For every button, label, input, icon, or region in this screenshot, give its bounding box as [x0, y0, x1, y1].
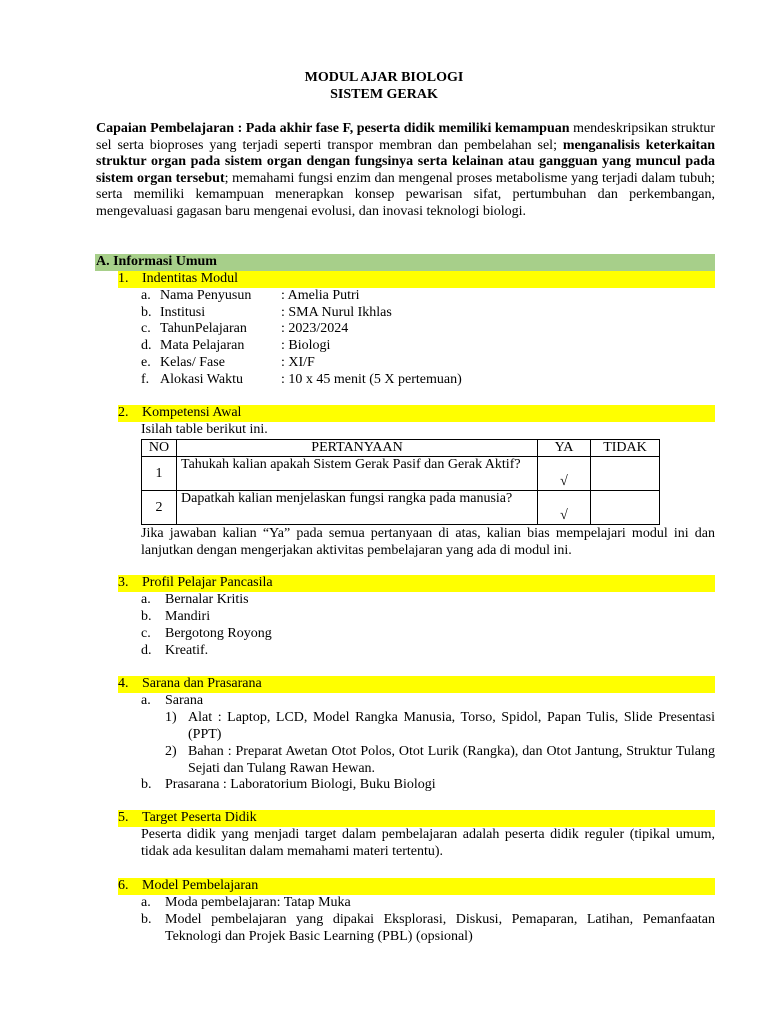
table-header-cell: NO [142, 440, 177, 457]
capaian-bold-2: menganalisis keterkaitan struktur organ pada sistem organ dengan fungsinya serta kelainan atau gangguan yang muncul pada sistem organ tersebut [96, 137, 716, 186]
sarana-a-letter: a. [141, 693, 151, 708]
sarana-bahan: Bahan : Preparat Awetan Otot Polos, Otot Lurik (Rangka), dan Otot Jantung, Struktur Tulang Sejati dan Tulang Rawan Hewan. [188, 744, 715, 776]
identitas-row-value: : 10 x 45 menit (5 X pertemuan) [281, 372, 462, 387]
sarana-a-text: Sarana [165, 693, 204, 708]
profil-item-letter: d. [141, 643, 152, 658]
identitas-row-letter: a. [141, 288, 151, 303]
identitas-row-label: Mata Pelajaran [160, 338, 245, 353]
doc-title: MODUL AJAR BIOLOGI [304, 70, 464, 85]
identitas-title: Indentitas Modul [142, 271, 239, 286]
profil-item: Bergotong Royong [165, 626, 272, 641]
sarana-alat: Alat : Laptop, LCD, Model Rangka Manusia, Torso, Spidol, Papan Tulis, Slide Presentasi (PPT) [188, 710, 715, 742]
profil-item: Bernalar Kritis [165, 592, 249, 607]
identitas-row-letter: f. [141, 372, 150, 387]
profil-num: 3. [118, 575, 129, 590]
table-cell-tidak[interactable] [591, 491, 660, 525]
profil-item-letter: b. [141, 609, 152, 624]
sarana-alat-num: 1) [165, 710, 177, 725]
identitas-row-value: : SMA Nurul Ikhlas [281, 305, 392, 320]
table-row [142, 457, 660, 491]
capaian-pembelajaran [96, 121, 715, 220]
table-header-cell: TIDAK [591, 440, 660, 457]
identitas-row-value: : XI/F [281, 355, 315, 370]
identitas-row-value: : 2023/2024 [281, 321, 349, 336]
table-cell-question: Tahukah kalian apakah Sistem Gerak Pasif dan Gerak Aktif? [177, 457, 538, 491]
table-row [142, 491, 660, 525]
kompetensi-note: Jika jawaban kalian “Ya” pada semua pertanyaan di atas, kalian bias mempelajari modul ini dan lanjutkan dengan mengerjakan aktivitas pembelajaran yang ada di modul ini. [141, 526, 715, 558]
kompetensi-table [141, 439, 660, 525]
table-cell-question: Dapatkah kalian menjelaskan fungsi rangka pada manusia? [177, 491, 538, 525]
identitas-row-label: Institusi [160, 305, 206, 320]
identitas-row-letter: e. [141, 355, 151, 370]
table-header-row [142, 440, 660, 457]
table-cell-tidak[interactable] [591, 457, 660, 491]
identitas-num: 1. [118, 271, 129, 286]
profil-item-letter: c. [141, 626, 151, 641]
identitas-row-label: Nama Penyusun [160, 288, 252, 303]
table-cell-ya[interactable]: √ [538, 457, 591, 491]
sarana-bahan-num: 2) [165, 744, 177, 759]
model-item-letter: b. [141, 912, 152, 927]
table-cell-ya[interactable]: √ [538, 491, 591, 525]
identitas-row-value: : Amelia Putri [281, 288, 360, 303]
profil-item-letter: a. [141, 592, 151, 607]
capaian-lead: Pada akhir fase F, peserta didik memiliki kemampuan [242, 121, 570, 136]
kompetensi-num: 2. [118, 405, 129, 420]
identitas-row-label: Alokasi Waktu [160, 372, 243, 387]
capaian-text-1: mendeskripsikan struktur sel serta bioproses yang terjadi seperti transpor membran dan pembelahan sel; [96, 121, 716, 153]
doc-subtitle: SISTEM GERAK [330, 87, 438, 102]
target-num: 5. [118, 810, 129, 825]
table-header-cell: PERTANYAAN [177, 440, 538, 457]
capaian-text-2: ; memahami fungsi enzim dan mengenal proses metabolisme yang terjadi dalam tubuh; serta memiliki kemampuan menerapkan konsep pewarisan sifat, pertumbuhan dan perkembangan, mengevaluasi gagasan baru mengenai evolusi, dan inovasi teknologi biologi. [96, 170, 716, 219]
kompetensi-intro: Isilah table berikut ini. [141, 422, 268, 437]
model-title: Model Pembelajaran [142, 878, 259, 893]
capaian-label: Capaian Pembelajaran : [96, 121, 243, 136]
target-title: Target Peserta Didik [142, 810, 257, 825]
table-cell-no: 2 [142, 491, 177, 525]
model-num: 6. [118, 878, 129, 893]
sarana-title: Sarana dan Prasarana [142, 676, 262, 691]
kompetensi-title: Kompetensi Awal [142, 405, 242, 420]
profil-item: Kreatif. [165, 643, 209, 658]
table-header-cell: YA [538, 440, 591, 457]
identitas-row-label: TahunPelajaran [160, 321, 247, 336]
target-text: Peserta didik yang menjadi target dalam pembelajaran adalah peserta didik reguler (tipikal umum, tidak ada kesulitan dalam memahami materi tertentu). [141, 827, 715, 859]
section-a-title: A. Informasi Umum [96, 254, 217, 269]
section-a-header [95, 254, 715, 271]
identitas-row-letter: b. [141, 305, 152, 320]
model-item-letter: a. [141, 895, 151, 910]
sarana-b-text: Prasarana : Laboratorium Biologi, Buku Biologi [165, 777, 436, 792]
profil-item: Mandiri [165, 609, 211, 624]
table-cell-no: 1 [142, 457, 177, 491]
sarana-b-letter: b. [141, 777, 152, 792]
identitas-row-label: Kelas/ Fase [160, 355, 225, 370]
model-item: Moda pembelajaran: Tatap Muka [165, 895, 351, 910]
sarana-num: 4. [118, 676, 129, 691]
identitas-row-value: : Biologi [281, 338, 331, 353]
identitas-row-letter: d. [141, 338, 152, 353]
model-item: Model pembelajaran yang dipakai Eksplorasi, Diskusi, Pemaparan, Latihan, Pemanfaatan Teknologi dan Projek Basic Learning (PBL) (opsional) [165, 912, 715, 944]
identitas-row-letter: c. [141, 321, 151, 336]
profil-title: Profil Pelajar Pancasila [142, 575, 273, 590]
